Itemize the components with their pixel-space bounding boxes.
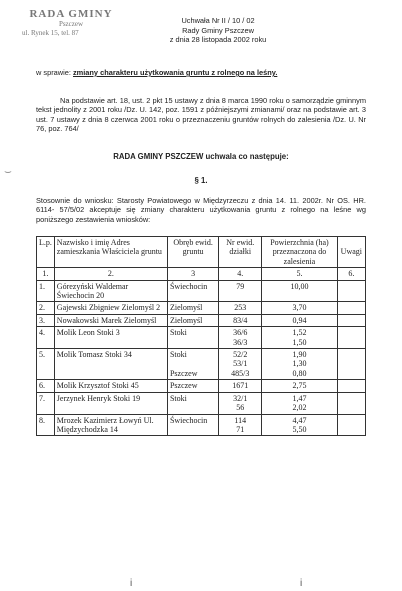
cell-lp: 5. <box>37 349 55 380</box>
subject-prefix: w sprawie: <box>36 68 71 77</box>
obreb-value: Zielomyśl <box>169 315 203 325</box>
cell-name: Molik Krzysztof Stoki 45 <box>54 380 167 392</box>
cell-pow <box>262 314 337 326</box>
table-header-row <box>37 237 366 268</box>
pow-value: 10,00 <box>290 281 309 291</box>
cell-pow <box>262 327 337 349</box>
cell-uwagi <box>337 314 365 326</box>
pow-value: 3,70 <box>292 303 307 313</box>
cell-pow <box>262 302 337 314</box>
cell-dzialka <box>219 280 262 302</box>
obreb-value: Zielomyśl <box>169 303 203 313</box>
pow-value: 0,94 <box>292 315 307 325</box>
cell-lp: 2. <box>37 302 55 314</box>
cell-uwagi <box>337 302 365 314</box>
subject-line <box>36 68 366 77</box>
dzialka-value: 36/6 <box>233 328 248 338</box>
footer-mark: i <box>130 578 133 589</box>
pow-value: 1,52 <box>292 328 307 338</box>
stamp-address: ul. Rynek 15, tel. 87 <box>22 29 79 37</box>
cell-obreb <box>167 414 218 436</box>
resolution-council: Rady Gminy Pszczew <box>182 25 254 35</box>
cell-obreb <box>167 327 218 349</box>
dzialka-value: 83/4 <box>233 315 248 325</box>
obreb-value: Pszczew <box>169 381 198 391</box>
resolves-heading: RADA GMINY PSZCZEW uchwala co następuje: <box>113 152 289 161</box>
obreb-value: Stoki <box>169 393 187 403</box>
cell-lp: 1. <box>37 280 55 302</box>
cell-name: Mrozek Kazimierz Łowyń Ul. Międzychodzka 14 <box>54 414 167 436</box>
pow-value: 1,90 <box>292 350 307 360</box>
cell-pow <box>262 392 337 414</box>
cell-name: Molik Tomasz Stoki 34 <box>54 349 167 380</box>
subject-text: zmiany charakteru użytkowania gruntu z rolnego na leśny. <box>72 68 278 77</box>
table-row <box>37 349 366 380</box>
header-dzialka: Nr ewid. działki <box>219 237 262 268</box>
footer-mark: i <box>300 578 303 589</box>
cell-name: Jerzynek Henryk Stoki 19 <box>54 392 167 414</box>
dzialka-value: 1671 <box>232 381 249 391</box>
dzialka-value: 53/1 <box>233 359 248 369</box>
cell-name: Nowakowski Marek Zielomyśl <box>54 314 167 326</box>
table-row <box>37 327 366 349</box>
dzialka-value: 32/1 <box>233 393 248 403</box>
cell-obreb <box>167 349 218 380</box>
cell-obreb <box>167 314 218 326</box>
pow-value: 1,30 <box>292 359 307 369</box>
stosownie-paragraph: Stosownie do wniosku: Starosty Powiatowego w Międzyrzeczu z dnia 14. 11. 2002r. Nr OS. HR. 6114- 57/5/02 akceptuje się zmiany charakteru użytkowania gruntu z rolnego na leśne wg poniższego zestawienia wniosków: <box>36 196 366 224</box>
dzialka-value: 36/3 <box>233 337 248 347</box>
pow-value: 5,50 <box>292 424 307 434</box>
stamp <box>16 8 126 38</box>
cell-dzialka <box>219 414 262 436</box>
cell-obreb <box>167 380 218 392</box>
colnum: 5. <box>262 268 337 280</box>
cell-dzialka <box>219 349 262 380</box>
pow-value: 0,80 <box>292 368 307 378</box>
obreb-value: Stoki <box>169 328 187 338</box>
colnum: 1. <box>37 268 55 280</box>
cell-pow <box>262 349 337 380</box>
dzialka-value: 71 <box>236 424 245 434</box>
table-row <box>37 414 366 436</box>
obreb-value: Pszczew <box>169 368 198 378</box>
header-uwagi: Uwagi <box>337 237 365 268</box>
dzialka-value: 253 <box>234 303 247 313</box>
cell-name: Gajewski Zbigniew Zielomyśl 2 <box>54 302 167 314</box>
resolution-date: z dnia 28 listopada 2002 roku <box>169 35 267 45</box>
table-row <box>37 314 366 326</box>
preamble: Na podstawie art. 18, ust. 2 pkt 15 ustawy z dnia 8 marca 1990 roku o samorządzie gminnym tekst jednolity z 2001 roku /Dz. U. 142, poz. 1591 z późniejszymi zmianami/ oraz na podstawie art. 3 ust. 7 ustawy z dnia 8 czerwca 2001 roku o przeznaczeniu gruntów rolnych do zalesienia /Dz. U. Nr 76, poz. 764/ <box>36 96 366 134</box>
stamp-subtitle: Pszczew <box>58 20 84 28</box>
cell-dzialka <box>219 392 262 414</box>
cell-dzialka <box>219 327 262 349</box>
pow-value: 2,02 <box>292 403 307 413</box>
obreb-value: Stoki <box>169 350 187 360</box>
colnum: 2. <box>54 268 167 280</box>
dzialka-value: 485/3 <box>231 368 250 378</box>
cell-pow <box>262 380 337 392</box>
cell-name: Górezyński Waldemar Świechocin 20 <box>54 280 167 302</box>
cell-uwagi <box>337 380 365 392</box>
stamp-title: RADA GMINY <box>29 8 113 20</box>
cell-lp: 7. <box>37 392 55 414</box>
cell-obreb <box>167 302 218 314</box>
obreb-value: Świechocin <box>169 415 208 425</box>
cell-uwagi <box>337 327 365 349</box>
table-row <box>37 302 366 314</box>
cell-uwagi <box>337 280 365 302</box>
colnum: 6. <box>337 268 365 280</box>
table-row <box>37 392 366 414</box>
header-lp: L.p. <box>37 237 55 268</box>
cell-pow <box>262 280 337 302</box>
pow-value: 4,47 <box>292 415 307 425</box>
header-name: Nazwisko i imię Adres zamieszkania Właściciela gruntu <box>54 237 167 268</box>
colnum: 4. <box>219 268 262 280</box>
pow-value: 2,75 <box>292 381 307 391</box>
obreb-value: Świechocin <box>169 281 208 291</box>
table-row <box>37 280 366 302</box>
dzialka-value: 114 <box>234 415 247 425</box>
cell-uwagi <box>337 414 365 436</box>
header-obreb: Obręb ewid. gruntu <box>167 237 218 268</box>
header-pow: Powierzchnia (ha) przeznaczona do zalesienia <box>262 237 337 268</box>
dzialka-value: 79 <box>236 281 245 291</box>
cell-name: Molik Leon Stoki 3 <box>54 327 167 349</box>
cell-lp: 4. <box>37 327 55 349</box>
cell-dzialka <box>219 380 262 392</box>
cell-uwagi <box>337 349 365 380</box>
cell-lp: 6. <box>37 380 55 392</box>
table-body <box>37 280 366 436</box>
land-table <box>36 236 366 436</box>
dzialka-value: 56 <box>236 403 245 413</box>
colnum: 3 <box>167 268 218 280</box>
resolution-number: Uchwała Nr II / 10 / 02 <box>181 16 255 25</box>
cell-dzialka <box>219 302 262 314</box>
cell-obreb <box>167 392 218 414</box>
cell-dzialka <box>219 314 262 326</box>
cell-pow <box>262 414 337 436</box>
pow-value: 1,50 <box>292 337 307 347</box>
cell-lp: 3. <box>37 314 55 326</box>
section-heading: § 1. <box>194 176 208 185</box>
column-number-row <box>37 268 366 280</box>
table-row <box>37 380 366 392</box>
dzialka-value: 52/2 <box>233 350 248 360</box>
cell-obreb <box>167 280 218 302</box>
pow-value: 1,47 <box>292 393 307 403</box>
margin-mark: ⌣ <box>4 164 12 178</box>
resolution-header <box>148 16 288 45</box>
cell-uwagi <box>337 392 365 414</box>
cell-lp: 8. <box>37 414 55 436</box>
